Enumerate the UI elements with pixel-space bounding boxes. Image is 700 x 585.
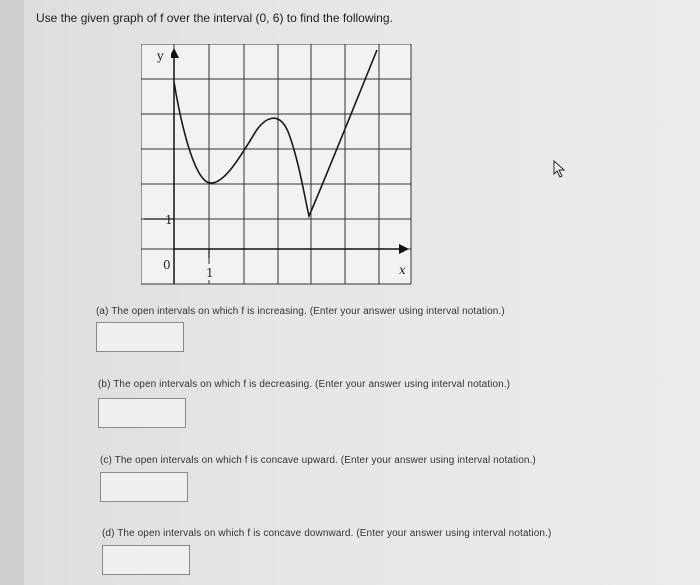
left-margin [0,0,24,585]
graph-svg [141,44,416,289]
question-a-text: (a) The open intervals on which f is increasing. (Enter your answer using interval notation.) [96,306,505,317]
answer-input-d[interactable] [102,545,190,575]
question-b-text: (b) The open intervals on which f is decreasing. (Enter your answer using interval notation.) [98,379,511,390]
mouse-cursor-icon [553,160,567,183]
x-tick-label: 1 [206,266,214,280]
y-tick-label: 1 [165,213,173,227]
graph-background [141,44,411,284]
origin-label: 0 [163,258,171,272]
answer-input-b[interactable] [98,398,186,428]
question-prompt: Use the given graph of f over the interval (0, 6) to find the following. [36,11,393,25]
answer-input-c[interactable] [100,472,188,502]
y-axis-label: y [157,49,164,63]
question-d-text: (d) The open intervals on which f is concave downward. (Enter your answer using interval notation.) [102,528,552,539]
answer-input-a[interactable] [96,322,184,352]
function-graph [141,44,416,294]
question-c-text: (c) The open intervals on which f is concave upward. (Enter your answer using interval notation.) [100,455,536,466]
x-axis-label: x [399,263,406,277]
